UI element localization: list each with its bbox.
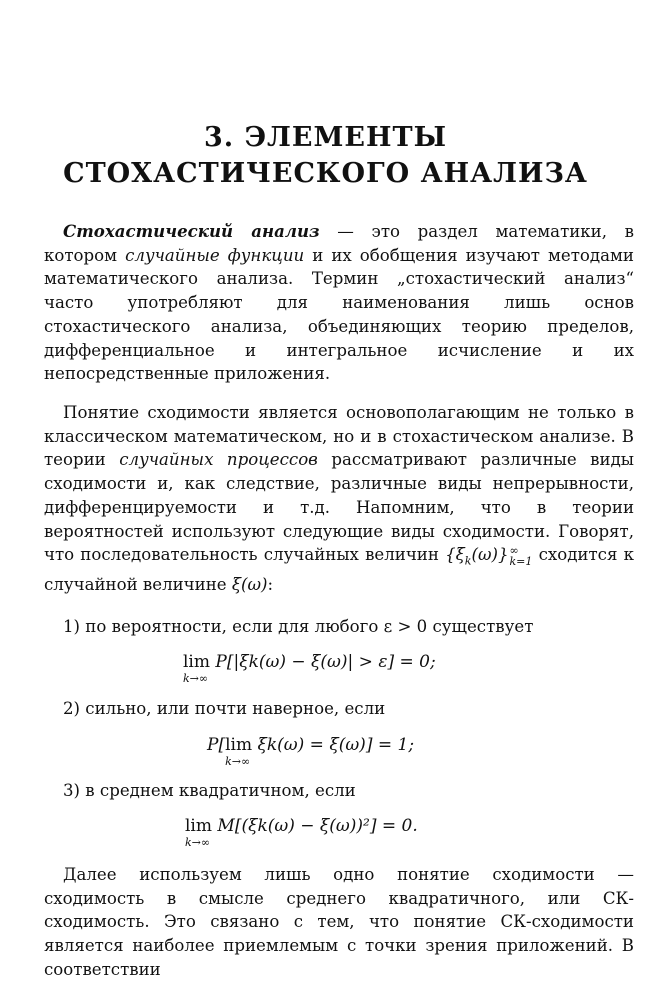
chapter-title-line1: 3. ЭЛЕМЕНТЫ — [203, 122, 448, 153]
text-fragment: сходится к случайной величине — [44, 545, 634, 595]
sequence-notation — [445, 543, 533, 568]
limit-operator — [225, 735, 253, 768]
formula-prefix: P[ — [207, 735, 226, 755]
lim-text: lim — [183, 652, 210, 672]
paragraph-intro — [44, 220, 634, 386]
formula-expression: P[|ξk(ω) − ξ(ω)| > ε] = 0; — [215, 652, 436, 672]
list-item-almost-sure: 2) сильно, или почти наверное, если — [63, 699, 386, 718]
list-item-probability: 1) по вероятности, если для любого ε > 0 существует — [63, 617, 534, 636]
term-random-processes: случайных процессов — [119, 450, 318, 470]
paragraph-convergence — [44, 401, 634, 597]
formula-almost-sure — [207, 735, 415, 768]
text-fragment: — это раздел математики, в котором — [44, 222, 635, 265]
lim-subscript: k→∞ — [225, 755, 251, 768]
text-fragment: : — [267, 575, 274, 595]
seq-close: (ω)} — [471, 545, 509, 565]
seq-sub: k=1 — [509, 554, 533, 568]
seq-index: k — [464, 554, 472, 568]
formula-mean-square — [185, 816, 418, 849]
limit-operator — [183, 652, 210, 685]
lim-text: lim — [185, 816, 212, 836]
lim-text: lim — [225, 735, 253, 755]
formula-probability — [183, 652, 436, 685]
seq-sup: ∞ — [509, 543, 519, 557]
text-fragment: и их обобщения изучают методами математического анализа. Термин „стохастический анализ“ часто употребляют для наименования лишь основ стохастического анализа, объединяющих теорию пределов, дифференциальное и интегральное исчисление и их непосредственные приложения. — [44, 245, 634, 384]
seq-open: {ξ — [445, 545, 465, 565]
lim-subscript: k→∞ — [183, 672, 209, 685]
limit-operator — [185, 816, 212, 849]
term-random-functions: случайные функции — [125, 245, 305, 265]
formula-expression: ξk(ω) = ξ(ω)] = 1; — [257, 735, 415, 755]
lim-subscript: k→∞ — [185, 836, 211, 849]
term-stochastic-analysis: Стохастический анализ — [63, 221, 320, 241]
random-variable: ξ(ω) — [231, 575, 268, 595]
paragraph-mean-square: Далее используем лишь одно понятие сходимости — сходимость в смысле среднего квадратичного, или СК-сходимость. Это связано с тем, что понятие СК-сходимости является наиболее приемлемым с точки зрения приложений. В соответствии — [44, 865, 634, 979]
formula-expression: M[(ξk(ω) − ξ(ω))²] = 0. — [217, 816, 418, 836]
list-item-mean-square: 3) в среднем квадратичном, если — [63, 781, 356, 800]
chapter-title-line2: СТОХАСТИЧЕСКОГО АНАЛИЗА — [63, 158, 588, 189]
text-fragment: Понятие сходимости является основополагающим не только в классическом математическом, но и в стохастическом анализе. В теории — [44, 403, 634, 470]
text-fragment: рассматривают различные виды сходимости и, как следствие, различные виды непрерывности, дифференцируемости и т.д. Напомним, что в теории вероятностей используют следующие виды сходимости. Говорят, что последовательность случайных величин — [44, 450, 634, 565]
